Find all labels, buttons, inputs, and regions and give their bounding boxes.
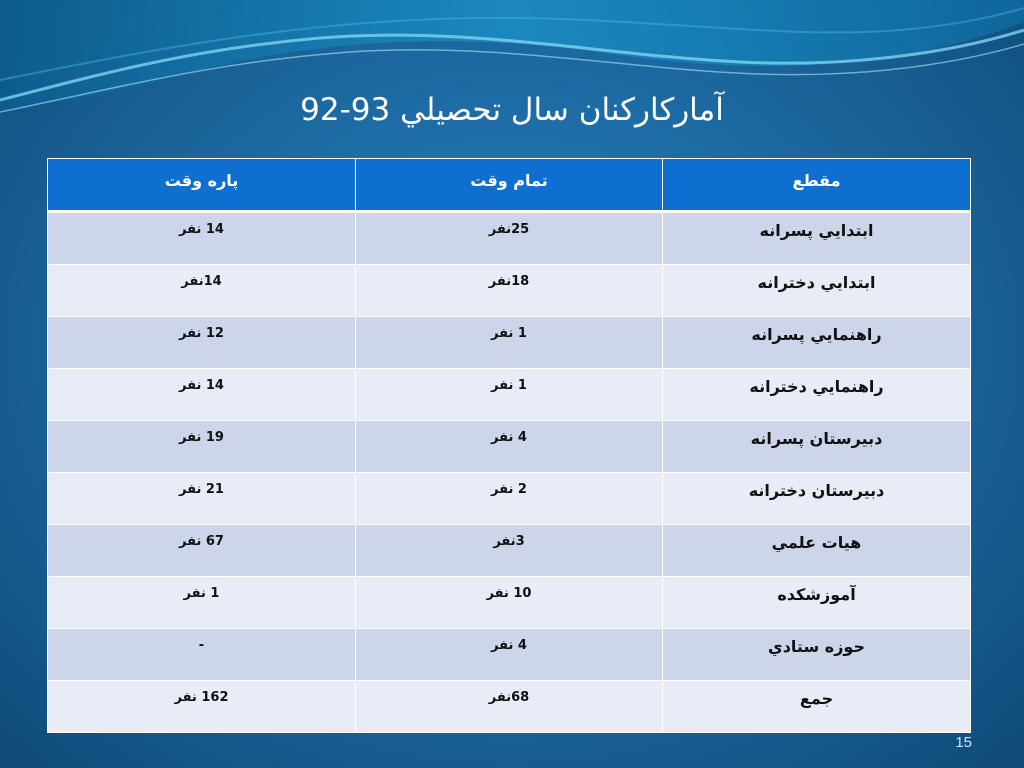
table-row (48, 369, 971, 421)
full-time-cell: 4 نفر (356, 629, 663, 681)
segment-cell: هيات علمي (663, 525, 971, 577)
part-time-cell: - (48, 629, 356, 681)
page-number: 15 (955, 734, 972, 751)
segment-cell: دبيرستان پسرانه (663, 421, 971, 473)
table-row (48, 421, 971, 473)
segment-cell: راهنمايي پسرانه (663, 317, 971, 369)
staff-statistics-table (47, 158, 970, 732)
segment-cell: ابتدايي پسرانه (663, 212, 971, 265)
part-time-cell: 19 نفر (48, 421, 356, 473)
table-header-row (48, 159, 971, 212)
segment-cell: جمع (663, 681, 971, 733)
full-time-cell: 4 نفر (356, 421, 663, 473)
table-row (48, 317, 971, 369)
part-time-cell: 162 نفر (48, 681, 356, 733)
full-time-cell: 18نفر (356, 265, 663, 317)
table-row (48, 525, 971, 577)
full-time-cell: 68نفر (356, 681, 663, 733)
table-row (48, 473, 971, 525)
full-time-cell: 10 نفر (356, 577, 663, 629)
table-row (48, 629, 971, 681)
slide-title: آمارکارکنان سال تحصيلي 93-92 (300, 92, 724, 128)
part-time-cell: 21 نفر (48, 473, 356, 525)
table-row (48, 577, 971, 629)
header-segment: مقطع (663, 159, 971, 212)
part-time-cell: 67 نفر (48, 525, 356, 577)
part-time-cell: 14 نفر (48, 212, 356, 265)
header-full-time: تمام وقت (356, 159, 663, 212)
header-part-time: پاره وقت (48, 159, 356, 212)
table-row (48, 265, 971, 317)
full-time-cell: 3نفر (356, 525, 663, 577)
full-time-cell: 25نفر (356, 212, 663, 265)
table-row (48, 212, 971, 265)
part-time-cell: 14 نفر (48, 369, 356, 421)
full-time-cell: 2 نفر (356, 473, 663, 525)
segment-cell: آموزشكده (663, 577, 971, 629)
part-time-cell: 12 نفر (48, 317, 356, 369)
full-time-cell: 1 نفر (356, 369, 663, 421)
table-row-total (48, 681, 971, 733)
segment-cell: دبيرستان دخترانه (663, 473, 971, 525)
segment-cell: ابتدايي دخترانه (663, 265, 971, 317)
segment-cell: راهنمايي دخترانه (663, 369, 971, 421)
part-time-cell: 1 نفر (48, 577, 356, 629)
full-time-cell: 1 نفر (356, 317, 663, 369)
segment-cell: حوزه ستادي (663, 629, 971, 681)
part-time-cell: 14نفر (48, 265, 356, 317)
